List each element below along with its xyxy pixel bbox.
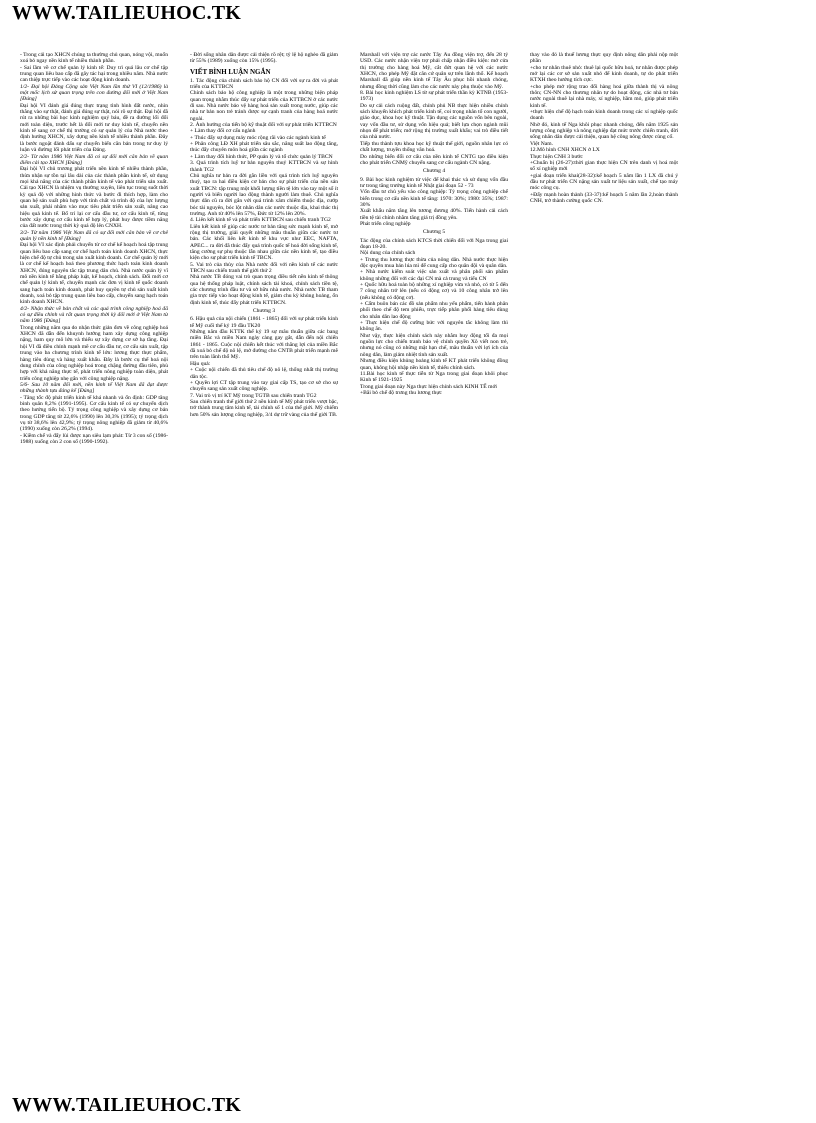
paragraph: 1. Tác động của chính sách bảo hộ CN đối với sự ra đời và phát triển của KTTBCN xyxy=(190,77,338,91)
column-3 xyxy=(360,52,508,396)
watermark-top: WWW.TAILIEUHOC.TK xyxy=(12,2,242,24)
paragraph: +Chuẩn bị (26-27):thời gian thực hiện CN trên danh vị hoá một số xí nghiệp mới xyxy=(530,159,678,173)
paragraph: Sau chiến tranh thế giới thứ 2 nền kinh tế Mỹ phát triển vượt bậc, trở thành trung tâm kinh tế, tài chính số 1 của thế giới. Mỹ chiếm hơn 50% sản lượng công nghiệp, 3/4 dự trữ vàng của thế giới TB. xyxy=(190,398,338,418)
paragraph: Việt Nam. xyxy=(530,140,553,147)
paragraph: +Đẩy mạnh hoàn thành (33-37):kế hoạch 5 năm lần 2,hoàn thành CNH, trở thành cường quốc CN. xyxy=(530,191,678,204)
paragraph: - Tăng tốc độ phát triển kinh tế khá nhanh và ổn định: GDP tăng bình quân 8,2% (1991-1995). Cơ cấu kinh tế có sự chuyển dịch theo hướng tiến bộ. Tỷ trọng công nghiệp và xây dựng cơ bản trong GDP tăng từ 22,6% (1990) lên 30,3% (1995); tỷ trọng dịch vụ từ 38,6% lên 42,9%; tỷ trọng nông nghiệp đã giảm từ 40,6% (1990) xuống còn 26,2% (1994). xyxy=(20,394,168,433)
paragraph: Nội dung của chính sách xyxy=(360,250,416,257)
paragraph: Xuất khẩu năm tăng lên tương đương 40%. Tiến hành cải cách tiền tệ tài chính nhằm tăng giá trị đồng yên. xyxy=(360,208,508,221)
paragraph: Trong giai đoạn này Nga thực hiện chính sách KINH TẾ mới xyxy=(360,383,497,390)
paragraph: +cho phép mở rộng trao đổi hàng hoá giữa thành thị và nông thôn; CN-NN cho thương nhân tự do hoạt động, các nhà tư bản nước ngoài thuê lại nhà máy, xí nghiệp, hầm mỏ, giúp phát triển kinh tế. xyxy=(530,83,678,109)
paragraph: + Trưng thu lương thực thừa của nông dân. Nhà nước thực hiện độc quyền mua bán lúa mì để cung cấp cho quân đội và quân dân. xyxy=(360,256,508,269)
section-heading: VIẾT BÌNH LUẬN NGẮN xyxy=(190,67,271,76)
paragraph: Chính sách bảo hộ công nghiệp là một trong những biện pháp quan trọng nhằm thúc đẩy sự phát triển của KTTBCN ở các nước đi sau. Nhà nước bảo vệ hàng hoá sản xuất trong nước, giúp các nhà tư bản non trẻ tránh được sự cạnh tranh của hàng hoá nước ngoài. xyxy=(190,90,338,122)
chapter-heading: Chương 3 xyxy=(252,308,276,315)
paragraph: Đại hội VI đánh giá đúng thực trạng tình hình đất nước, nhìn thẳng vào sự thật, đánh giá đúng sự thật, nói rõ sự thật. Đại hội đã rút ra những bài học kinh nghiệm quý báu, đề ra đường lối đổi mới toàn diện, trước hết là đổi mới tư duy kinh tế, chuyển nền kinh tế sang cơ chế thị trường có sự quản lý của Nhà nước theo định hướng XHCN, xây dựng nền kinh tế nhiều thành phần. Đây là bước ngoặt đánh dấu sự chuyển biến căn bản trong tư duy lý luận và đường lối phát triển của Đảng. xyxy=(20,102,168,154)
paragraph: - Sai lầm về cơ chế quản lý kinh tế: Duy trì quá lâu cơ chế tập trung quan liêu bao cấp đã gây tác hại trong nhiều năm. Nhà nước can thiệp trực tiếp vào các hoạt động kinh doanh. xyxy=(20,64,168,84)
paragraph: 3/2- Từ năm 1986 Việt Nam đã có sự đổi mới căn bản về cơ chế quản lý nền kinh tế [Đúng] xyxy=(20,229,168,242)
paragraph: 12.Mô hình CNH XHCN ở LX xyxy=(530,147,600,154)
paragraph: 3. Quá trình tích luỹ tư bản nguyên thuỷ KTTBCN và sự hình thành TG2 xyxy=(190,160,338,173)
paragraph: Tác động của chính sách KTCS thời chiến đối với Nga trong giai đoạn 18-20. xyxy=(360,237,508,250)
paragraph: + Làm thay đổi cơ cấu ngành xyxy=(190,128,256,135)
paragraph: Hậu quả: xyxy=(190,360,211,367)
paragraph: 4. Liên kết kinh tế và phát triển KTTBCN sau chiến tranh TG2 xyxy=(190,217,331,224)
paragraph: + Thực hiện chế độ cưỡng bức với nguyên tắc không làm thì không ăn. xyxy=(360,320,508,333)
paragraph: 2. Ảnh hưởng của tiến bộ kỹ thuật đối với sự phát triển KTTBCN xyxy=(190,122,337,129)
paragraph: Marshall với viện trợ các nước Tây Âu đồng viện trợ, đến 28 tỷ USD. Các nước nhận viện trợ phải chấp nhận điều kiện: mở cửa thị trường cho hàng hoá Mỹ, cắt đứt quan hệ với các nước XHCN, cho phép Mỹ đặt căn cứ quân sự trên lãnh thổ. Kế hoạch Marshall đã giúp nền kinh tế Tây Âu phục hồi nhanh chóng, nhưng đồng thời cũng làm cho các nước này phụ thuộc vào Mỹ. xyxy=(360,52,508,90)
chapter-heading: Chương 5 xyxy=(422,229,446,236)
paragraph: - Trong cải tạo XHCN chúng ta thường chủ quan, nóng vội, muốn xoá bỏ ngay nền kinh tế nhiều thành phần. xyxy=(20,52,168,65)
column-4 xyxy=(530,52,678,204)
paragraph: +giai đoạn triển khai(28-32):kế hoạch 5 năm lần 1 LX đã chú ý đầu tư phát triển CN nặng sản xuất tư liệu sản xuất, chế tạo máy móc công cụ. xyxy=(530,172,678,192)
paragraph: 7. Vai trò vị trí KT Mỹ trong TGTB sau chiến tranh TG2 xyxy=(190,392,317,399)
paragraph: + Thúc đẩy sự dụng máy móc rộng rãi vào các ngành kinh tế xyxy=(190,134,326,141)
paragraph: - Đời sống nhân dân được cải thiện rõ rệt; tỷ lệ hộ nghèo đã giảm từ 55% (1989) xuống còn 15% (1995). xyxy=(190,52,338,65)
paragraph: - Kiềm chế và đẩy lùi được nạn siêu lạm phát: Từ 3 con số (1986-1988) xuống còn 2 con số (1990-1992). xyxy=(20,432,168,445)
paragraph: + Phân công LĐ XH phát triển sâu sắc, năng suất lao động tăng, thúc đẩy chuyên môn hoá giữa các ngành xyxy=(190,141,338,154)
paragraph: + Cấm buôn bán các đồ sản phẩm nhu yếu phẩm, tiến hành phân phối theo chế độ tem phiếu, trực tiếp phân phối hàng tiêu dùng cho nhân dân lao động xyxy=(360,301,508,320)
paragraph: + Cuộc nội chiến đã thủ tiêu chế độ nô lệ, thống nhất thị trường dân tộc. xyxy=(190,367,338,380)
paragraph: Nhờ đó, kinh tế Nga khôi phục nhanh chóng, đến năm 1925 sản lượng công nghiệp và nông nghiệp đạt mức trước chiến tranh, đời sống nhân dân được cải thiện, quan hệ công nông được củng cố. xyxy=(530,121,678,141)
paragraph: +thực hiện chế độ hạch toán kinh doanh trong các xí nghiệp quốc doanh xyxy=(530,109,678,122)
paragraph: 4/2- Nhận thức về bản chất và các quá trình công nghiệp hoá đã có sự điều chỉnh và rất quan trọng thời kỳ đổi mới ở Việt Nam từ năm 1986 [Đúng] xyxy=(20,305,168,325)
paragraph: +Bãi bỏ chế độ trưng thu lương thực xyxy=(360,389,442,396)
paragraph: Vốn đầu tư chủ yếu vào công nghiệp: Tỷ trọng công nghiệp chế biến trong cơ cấu nền kinh tế tăng: 1970: 30%; 1980: 35%; 1987: 30% xyxy=(360,189,508,208)
paragraph: 5. Vai trò của thủy của Nhà nước đối với nền kinh tế các nước TBCN sau chiến tranh thế giới thứ 2 xyxy=(190,261,338,274)
paragraph: Đại hội VI xác định phải chuyển từ cơ chế kế hoạch hoá tập trung quan liêu bao cấp sang cơ chế hạch toán kinh doanh XHCN, thực hiện chế độ tự chủ trong sản xuất kinh doanh. Cơ chế quản lý mới là cơ chế kế hoạch hoá theo phương thức hạch toán kinh doanh XHCN, đúng nguyên tắc tập trung dân chủ. Nhà nước quản lý vĩ mô nền kinh tế bằng pháp luật, kế hoạch, chính sách. Đổi mới cơ chế quản lý kinh tế, chuyển mạnh các đơn vị kinh tế quốc doanh sang hạch toán kinh doanh, phát huy quyền tự chủ sản xuất kinh doanh, xoá bỏ tập trung quan liêu bao cấp, chuyển sang hạch toán kinh doanh XHCN. xyxy=(20,242,168,306)
paragraph: Do sự cải cách ruộng đất, chính phủ NB thực hiện nhiều chính sách khuyến khích phát triển kinh tế, coi trọng nhân tố con người, giáo dục, khoa học kỹ thuật. Tận dụng các nguồn vốn bên ngoài, vay vốn đầu tư, sử dụng vốn hiệu quả; biết lựa chọn ngành mũi nhọn để phát triển; mở rộng thị trường xuất khẩu; vai trò điều tiết của nhà nước. xyxy=(360,102,508,141)
paragraph: 11.Bài học kinh tế thực tiễn từ Nga trong giai đoạn khôi phục Kinh tế 1921-1925 xyxy=(360,370,508,384)
paragraph: + Nhà nước kiểm soát việc sản xuất và phân phối sản phẩm không những đối với các đại CN mà cả trung và tiểu CN xyxy=(360,269,508,282)
chapter-heading: Chương 4 xyxy=(422,168,446,175)
paragraph: + Quốc hữu hoá toàn bộ những xí nghiệp vừa và nhỏ, có từ 5 đến 7 công nhân trở lên (nếu có động cơ) và 10 công nhân trở lên (nếu không có động cơ). xyxy=(360,282,508,301)
paragraph: Chủ nghĩa tư bản ra đời gắn liền với quá trình tích luỹ nguyên thuỷ, tạo ra hai điều kiện cơ bản cho sự phát triển của nền sản xuất TBCN: tập trung một khối lượng tiền tệ lớn vào tay một số ít người và biến người lao động thành người làm thuê. Chủ nghĩa thực dân cũ ra đời gắn với quá trình xâm chiếm thuộc địa, cướp bóc tài nguyên, bóc lột nhân dân các nước thuộc địa, khai thác thị trường. Anh từ 40% lên 57%, Đức từ 12% lên 20%. xyxy=(190,172,338,217)
paragraph: Liên kết kinh tế giúp các nước tư bản tăng sức mạnh kinh tế, mở rộng thị trường, giải quyết những mâu thuẫn giữa các nước tư bản. Các khối liên kết kinh tế khu vực như EEC, NAFTA, APEC... ra đời đã thúc đẩy quá trình quốc tế hoá đời sống kinh tế, tăng cường sự phụ thuộc lẫn nhau giữa các nền kinh tế, tạo điều kiện cho sự phát triển kinh tế TBCN. xyxy=(190,223,338,262)
paragraph: + Quyền lợi CT tập trung vào tay giai cấp TS, tạo cơ sở cho sự chuyển sang sản xuất công nghiệp. xyxy=(190,379,338,393)
paragraph: 6. Hậu quả của nội chiến (1861 - 1865) đối với sự phát triển kinh tế Mỹ cuối thế kỷ 19 đầu TK20 xyxy=(190,316,338,329)
column-1 xyxy=(20,52,168,445)
paragraph: +cho tư nhân thuê nhỏ: thuê lại quốc hữu hoá, tư nhân được phép mở lại các cơ sở sản xuất nhỏ để kinh doanh, tự do phát triển KTXH theo hướng tích cực. xyxy=(530,64,678,84)
paragraph: 5/6- Sau 10 năm đổi mới, nền kinh tế Việt Nam đã đạt được những thành tựu đáng kể [Đúng] xyxy=(20,381,168,395)
paragraph: 8. Bài học kinh nghiệm LS từ sự phát triển thần kỳ KTNB (1953-1973) xyxy=(360,90,508,103)
paragraph: 2/2- Từ năm 1986 Việt Nam đã có sự đổi mới căn bản về quan điểm cải tạo XHCN [Đúng] xyxy=(20,153,168,166)
page-columns xyxy=(20,52,680,1082)
paragraph: Như vậy, thực hiện chính sách này nhằm huy động tối đa mọi nguồn lực cho chiến tranh bảo vệ chính quyền Xô viết non trẻ, nhưng nó cũng có những mặt hạn chế, mâu thuẫn với lợi ích của nông dân, làm giảm nhiệt tình sản xuất. xyxy=(360,332,508,358)
paragraph: Trong những năm qua do nhận thức giản đơn về công nghiệp hoá XHCN đã dẫn đến khuynh hướng ham xây dựng công nghiệp nặng, ham quy mô lớn và thiếu sự xây dựng cơ sở hạ tầng. Đại hội VI đã điều chỉnh mạnh mẽ cơ cấu đầu tư, cơ cấu sản xuất, tập trung vào ba chương trình kinh tế lớn: lương thực thực phẩm, hàng tiêu dùng và hàng xuất khẩu. Đây là bước cụ thể hoá nội dung chính của công nghiệp hoá trong chặng đường đầu tiên, phù hợp với khả năng thực tế, phát triển nông nghiệp toàn diện, phát triển công nghiệp nhẹ gắn với công nghiệp nặng. xyxy=(20,324,168,382)
paragraph: Nhưng điều kiện khủng hoảng kinh tế KT phát triển không đồng quan, không hội nhập nền kinh tế, thiếu chính sách. xyxy=(360,358,508,371)
paragraph: 9. Bài học kinh nghiệm từ việc để khai thác và sử dụng vốn đầu tư trong tăng trưởng kinh tế Nhật giai đoạn 52 - 73 xyxy=(360,176,508,189)
paragraph: Đại hội VI chủ trương phát triển nền kinh tế nhiều thành phần, thừa nhận sự tồn tại lâu dài của các thành phần kinh tế, sử dụng mọi khả năng của các thành phần kinh tế vào phát triển sản xuất. Cải tạo XHCN là nhiệm vụ thường xuyên, liên tục trong suốt thời kỳ quá độ với những hình thức và bước đi thích hợp, làm cho quan hệ sản xuất phù hợp với tính chất và trình độ của lực lượng sản xuất, phải nhằm vào mục tiêu phát triển sản xuất, nâng cao hiệu quả kinh tế. Bố trí lại cơ cấu đầu tư, cơ cấu kinh tế, từng bước xây dựng cơ cấu kinh tế hợp lý, phát huy được tiềm năng của đất nước trong thời kỳ quá độ lên CNXH. xyxy=(20,166,168,230)
column-2 xyxy=(190,52,338,418)
paragraph: Tiếp thu thành tựu khoa học kỹ thuật thế giới, nguồn nhân lực có chất lượng, truyền thống văn hoá. xyxy=(360,140,508,154)
paragraph: Những năm đầu KTTK thế kỷ 19 sự mâu thuẫn giữa các bang miền Bắc và miền Nam ngày càng gay gắt, dẫn đến nội chiến 1861 - 1865. Cuộc nội chiến kết thúc với thắng lợi của miền Bắc đã xoá bỏ chế độ nô lệ, mở đường cho CNTB phát triển mạnh mẽ trên toàn lãnh thổ Mỹ. xyxy=(190,329,338,361)
paragraph: thay vào đó là thuế lương thực quy định nông dân phải nộp một phần xyxy=(530,52,678,65)
paragraph: Thực hiện CNH 3 bước xyxy=(530,153,583,160)
watermark-bottom: WWW.TAILIEUHOC.TK xyxy=(12,1094,242,1116)
paragraph: Do những biến đổi cơ cấu của nền kinh tế CNTG tạo điều kiện cho phát triển CNMỹ chuyển sang cơ cấu ngành CN nặng. xyxy=(360,153,508,166)
paragraph: Phát triển công nghiệp xyxy=(360,220,411,227)
paragraph: Nhà nước TB đóng vai trò quan trọng điều tiết nền kinh tế thông qua hệ thống pháp luật, chính sách tài khoá, chính sách tiền tệ, các chương trình đầu tư và sở hữu nhà nước. Nhà nước TB tham gia trực tiếp vào hoạt động kinh tế, giảm chu kỳ khủng hoảng, ổn định kinh tế, thúc đẩy phát triển KTTBCN. xyxy=(190,274,338,306)
paragraph: + Làm thay đổi hình thức, PP quản lý và tổ chức quản lý TBCN xyxy=(190,153,333,160)
paragraph: 1/2- Đại hội Đảng Cộng sản Việt Nam lần thứ VI (12/1986) là một mốc lịch sử quan trọng trên con đường đổi mới ở Việt Nam [Đúng] xyxy=(20,83,168,103)
